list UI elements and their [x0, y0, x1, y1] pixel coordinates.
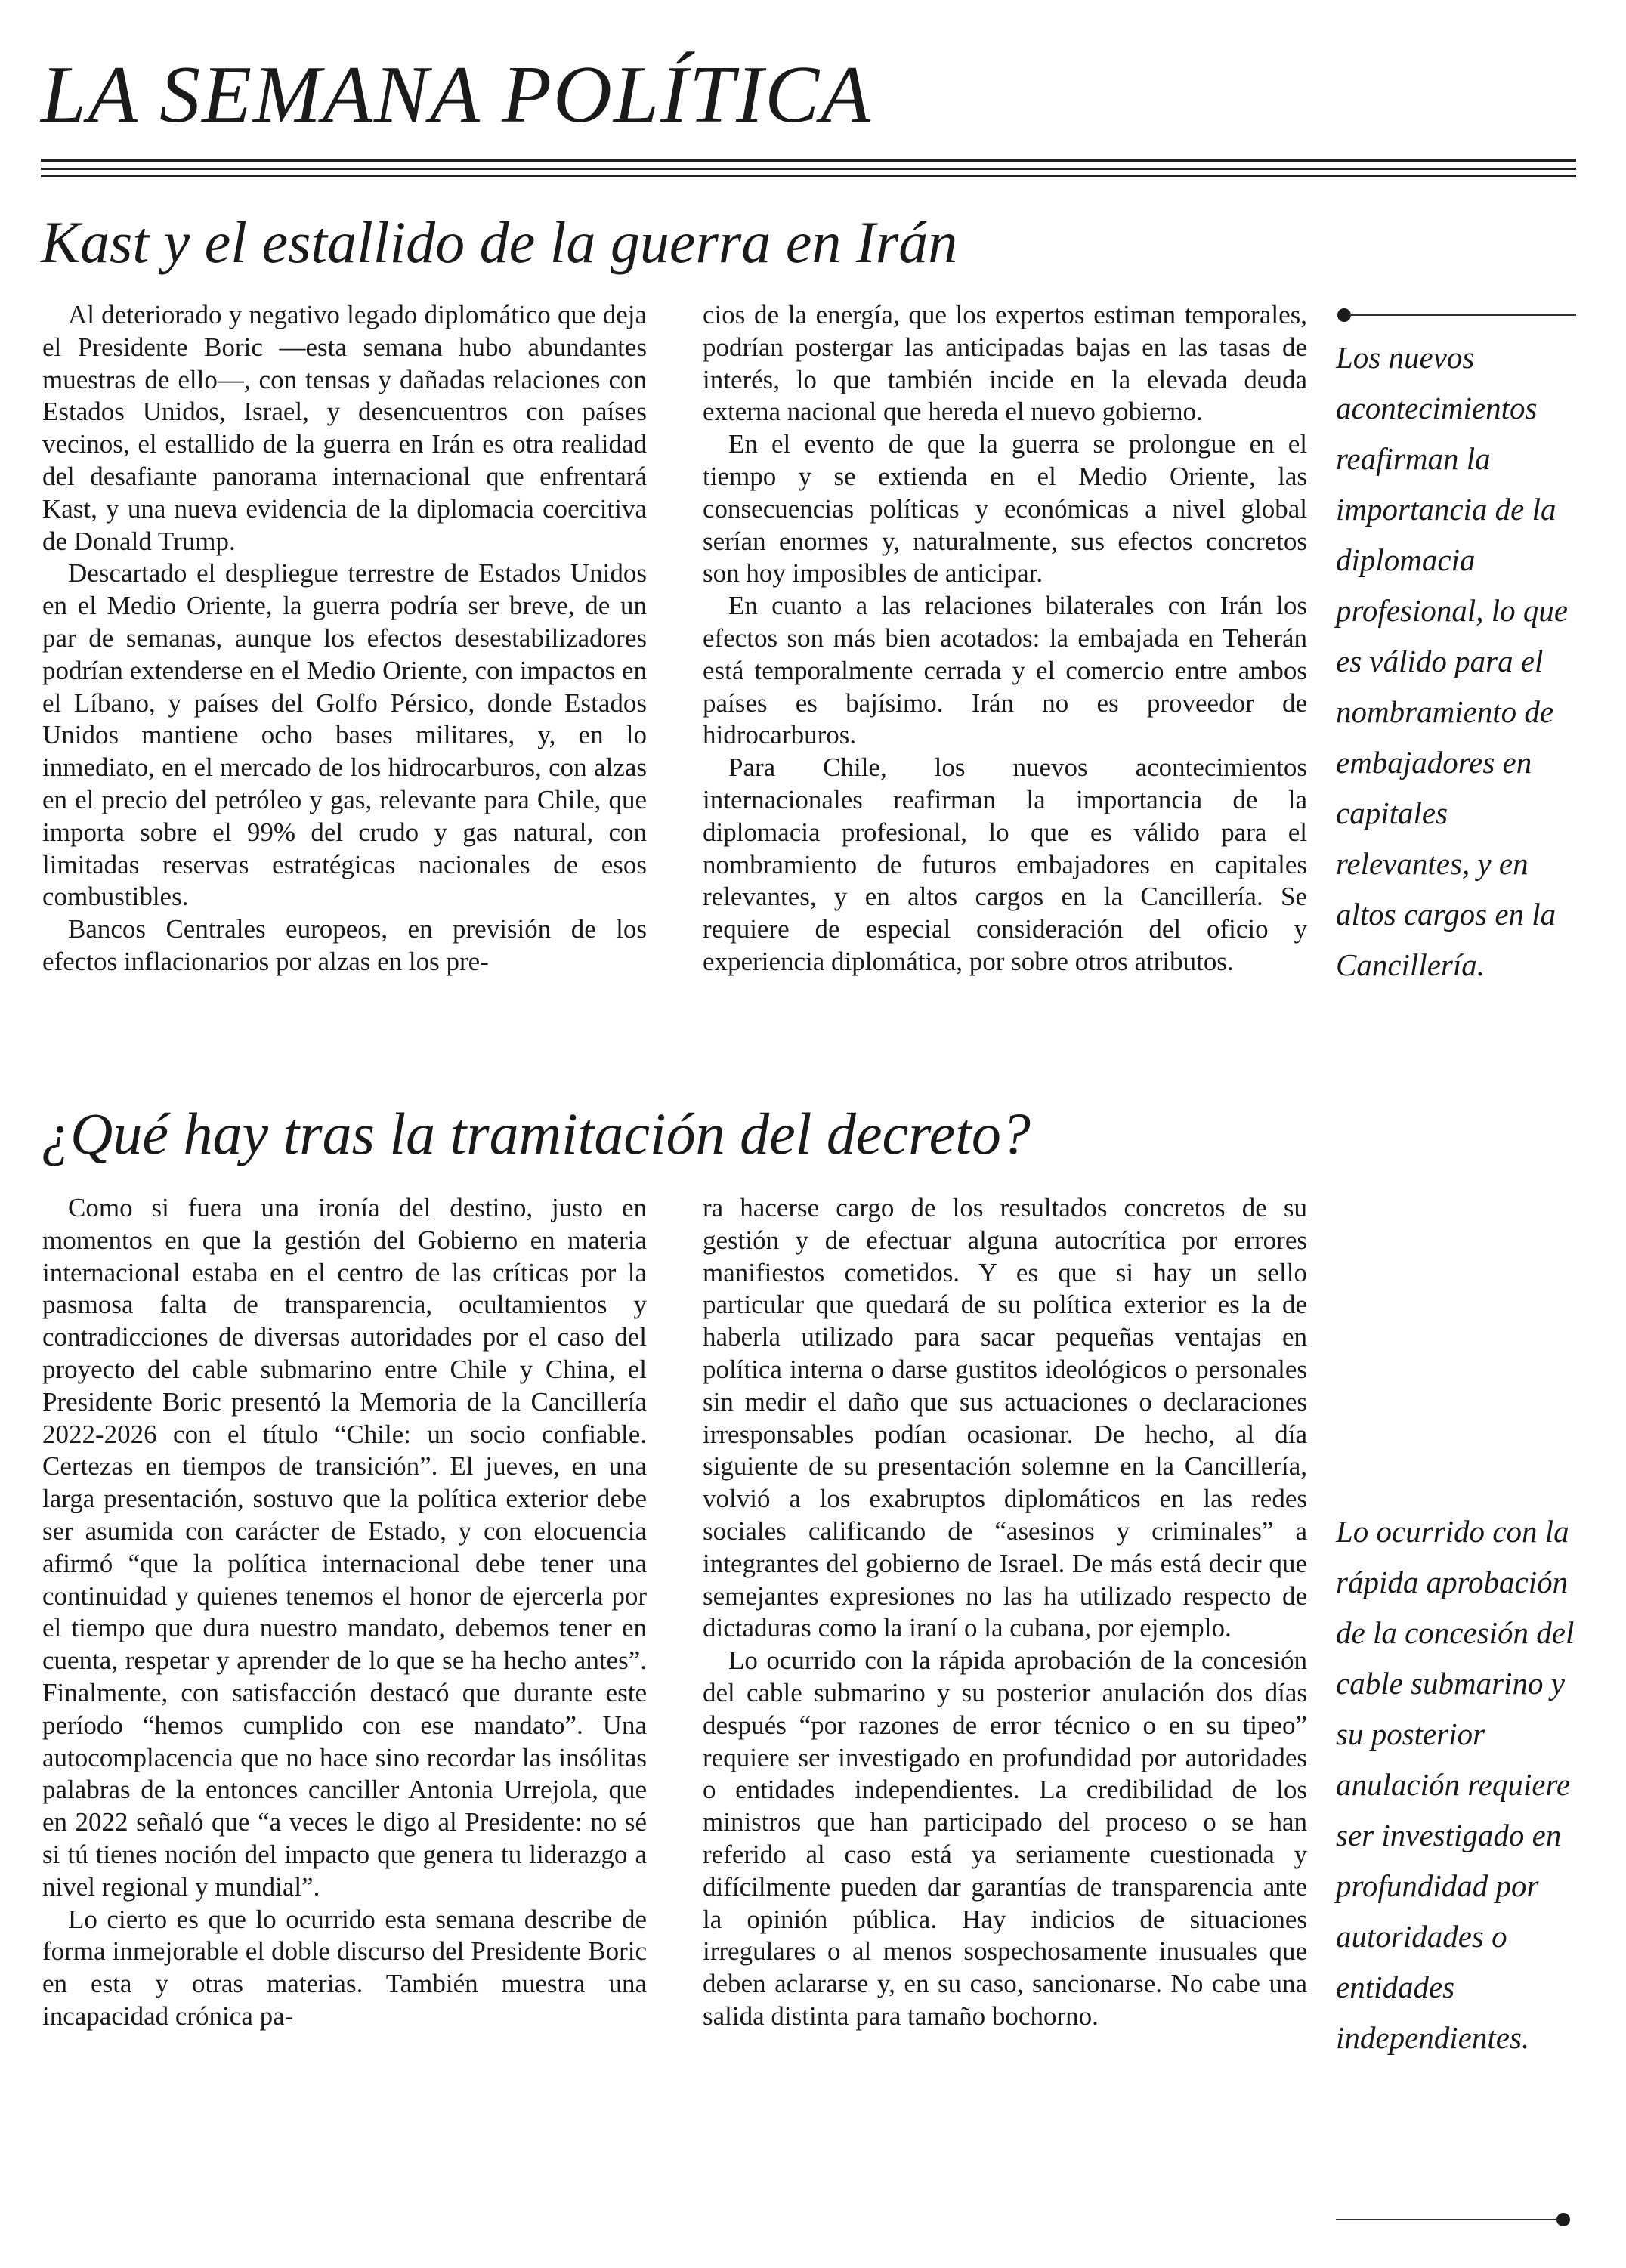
article-1-paragraph: Para Chile, los nuevos acontecimientos internacionales reafirman la importancia de la diplomacia profesional, lo que es válido para el nombramiento de futuros embajadores en capitales relevantes, y en altos cargos en la Cancillería. Se requiere de especial consideración del oficio y experiencia diplomática, por sobre otros atributos.	[703, 752, 1307, 976]
article-2-headline: ¿Qué hay tras la tramitación del decreto?	[41, 1101, 1031, 1166]
article-2-paragraph: ra hacerse cargo de los resultados concretos de su gestión y de efectuar alguna autocrítica por errores manifiestos cometidos. Y es que si hay un sello particular que quedará de su política exterior es la de haberla utilizado para sacar pequeñas ventajas en política interna o darse gustitos ideológicos o personales sin medir el daño que sus actuaciones o declaraciones irresponsables podían ocasionar. De hecho, al día siguiente de su presentación solemne en la Cancillería, volvió a los exabruptos diplomáticos en las redes sociales calificando de “asesinos y criminales” a integrantes del gobierno de Israel. De más está decir que semejantes expresiones no las ha utilizado respecto de dictaduras como la iraní o la cubana, por ejemplo.	[703, 1193, 1307, 1643]
article-2-column-1	[42, 1192, 647, 2033]
pullquote-1-rule	[1349, 314, 1576, 316]
article-1-column-1	[42, 299, 647, 978]
pullquote-2-rule	[1336, 2219, 1563, 2220]
pullquote-2-dot	[1556, 2213, 1570, 2226]
header-rule-top	[41, 159, 1576, 162]
article-1-column-2	[703, 299, 1307, 978]
pullquote-1: Los nuevos acontecimientos reafirman la importancia de la diplomacia profesional, lo que es válido para el nombramiento de embajadores en capitales relevantes, y en altos cargos en la Cancillería.	[1336, 340, 1569, 982]
section-title: LA SEMANA POLÍTICA	[41, 50, 873, 140]
article-1-headline: Kast y el estallido de la guerra en Irán	[41, 209, 958, 275]
article-2-column-2	[703, 1192, 1307, 2033]
article-1-paragraph: Descartado el despliegue terrestre de Estados Unidos en el Medio Oriente, la guerra podría ser breve, de un par de semanas, aunque los efectos desestabilizadores podrían extenderse en el Medio Oriente, con impactos en el Líbano, y países del Golfo Pérsico, donde Estados Unidos mantiene ocho bases militares, y, en lo inmediato, en el mercado de los hidrocarburos, con alzas en el precio del petróleo y gas, relevante para Chile, que importa sobre el 99% del crudo y gas natural, con limitadas reservas estratégicas nacionales de esos combustibles.	[42, 558, 647, 912]
article-2-paragraph: Como si fuera una ironía del destino, justo en momentos en que la gestión del Gobierno en materia internacional estaba en el centro de las críticas por la pasmosa falta de transparencia, ocultamientos y contradicciones de diversas autoridades por el caso del proyecto del cable submarino entre Chile y China, el Presidente Boric presentó la Memoria de la Cancillería 2022-2026 con el título “Chile: un socio confiable. Certezas en tiempos de transición”. El jueves, en una larga presentación, sostuvo que la política exterior debe ser asumida con carácter de Estado, y con elocuencia afirmó “que la política internacional debe tener una continuidad y quienes tenemos el honor de ejercerla por el tiempo que dura nuestro mandato, debemos tener en cuenta, respetar y aprender de lo que se ha hecho antes”. Finalmente, con satisfacción destacó que durante este período “hemos cumplido con ese mandato”. Una autocomplacencia que no hace sino recordar las insólitas palabras de la entonces canciller Antonia Urrejola, que en 2022 señaló que “a veces le digo al Presidente: no sé si tú tienes noción del impacto que genera tu liderazgo a nivel regional y mundial”.	[42, 1193, 647, 1902]
article-1-paragraph: cios de la energía, que los expertos estiman temporales, podrían postergar las anticipadas bajas en las tasas de interés, lo que también incide en la elevada deuda externa nacional que hereda el nuevo gobierno.	[703, 300, 1307, 427]
pullquote-2: Lo ocurrido con la rápida aprobación de la concesión del cable submarino y su posterior anulación requiere ser investigado en profundidad por autoridades o entidades independientes.	[1336, 1514, 1575, 2055]
article-1-paragraph: Bancos Centrales europeos, en previsión de los efectos inflacionarios por alzas en los pre-	[42, 914, 647, 976]
article-1-paragraph: En cuanto a las relaciones bilaterales con Irán los efectos son más bien acotados: la embajada en Teherán está temporalmente cerrada y el comercio entre ambos países es bajísimo. Irán no es proveedor de hidrocarburos.	[703, 591, 1307, 750]
article-2-paragraph: Lo ocurrido con la rápida aprobación de la concesión del cable submarino y su posterior anulación dos días después “por razones de error técnico o en su tipeo” requiere ser investigado en profundidad por autoridades o entidades independientes. La credibilidad de los ministros que han participado del proceso o se han referido al caso está ya seriamente cuestionada y difícilmente pueden dar garantías de transparencia ante la opinión pública. Hay indicios de situaciones irregulares o al menos sospechosamente inusuales que deben aclararse y, en su caso, sancionarse. No cabe una salida distinta para tamaño bochorno.	[703, 1645, 1307, 2031]
article-2-paragraph: Lo cierto es que lo ocurrido esta semana describe de forma inmejorable el doble discurso del Presidente Boric en esta y otras materias. También muestra una incapacidad crónica pa-	[42, 1904, 647, 2031]
header-rule-middle	[41, 168, 1576, 170]
header-rule-bottom	[41, 175, 1576, 177]
article-1-paragraph: Al deteriorado y negativo legado diplomático que deja el Presidente Boric —esta semana hubo abundantes muestras de ello—, con tensas y dañadas relaciones con Estados Unidos, Israel, y desencuentros con países vecinos, el estallido de la guerra en Irán es otra realidad del desafiante panorama internacional que enfrentará Kast, y una nueva evidencia de la diplomacia coercitiva de Donald Trump.	[42, 300, 647, 556]
article-1-paragraph: En el evento de que la guerra se prolongue en el tiempo y se extienda en el Medio Oriente, las consecuencias políticas y económicas a nivel global serían enormes y, naturalmente, sus efectos concretos son hoy imposibles de anticipar.	[703, 429, 1307, 589]
